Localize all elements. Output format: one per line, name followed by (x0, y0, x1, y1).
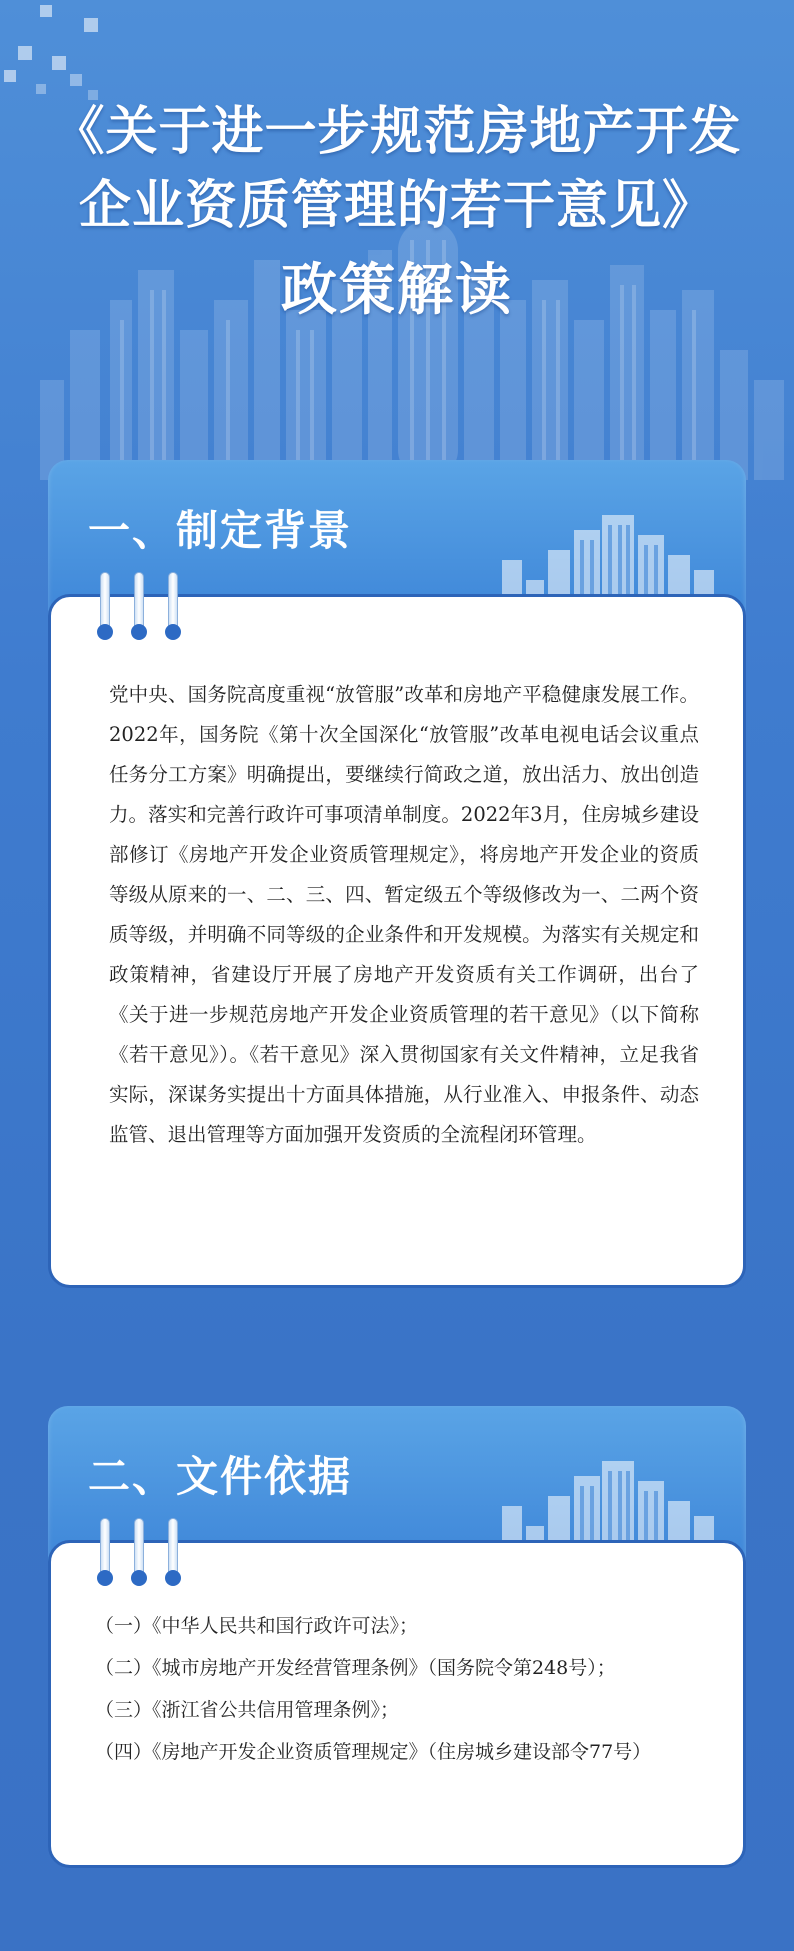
title-line-2: 企业资质管理的若干意见》 (78, 176, 715, 236)
page-title (0, 95, 794, 331)
binder-rings (96, 1518, 196, 1598)
title-line-3: 政策解读 (281, 258, 513, 323)
section-1-card (48, 594, 746, 1288)
title-line-1: 《关于进一步规范房地产开发 (52, 102, 742, 162)
section-2-heading: 二、文件依据 (88, 1452, 353, 1501)
basis-list (95, 1605, 715, 1773)
section-1-heading: 一、制定背景 (88, 506, 353, 555)
binder-rings (96, 572, 196, 652)
list-item: （三）《浙江省公共信用管理条例》； (95, 1699, 400, 1721)
list-item: （一）《中华人民共和国行政许可法》； (95, 1615, 419, 1637)
list-item: （四）《房地产开发企业资质管理规定》（住房城乡建设部令77号） (95, 1741, 652, 1763)
section-1-body: 党中央、国务院高度重视“放管服”改革和房地产平稳健康发展工作。2022年，国务院《第十次全国深化“放管服”改革电视电话会议重点任务分工方案》明确提出，要继续行简政之道，放出活力、放出创造力。落实和完善行政许可事项清单制度。2022年3月，住房城乡建设部修订《房地产开发企业资质管理规定》，将房地产开发企业的资质等级从原来的一、二、三、四、暂定级五个等级修改为一、二两个资质等级，并明确不同等级的企业条件和开发规模。为落实有关规定和政策精神，省建设厅开展了房地产开发资质有关工作调研，出台了《关于进一步规范房地产开发企业资质管理的若干意见》（以下简称《若干意见》）。《若干意见》深入贯彻国家有关文件精神，立足我省实际，深谋务实提出十方面具体措施，从行业准入、申报条件、动态监管、退出管理等方面加强开发资质的全流程闭环管理。 (109, 683, 699, 1146)
list-item: （二）《城市房地产开发经营管理条例》（国务院令第248号）； (95, 1657, 616, 1679)
